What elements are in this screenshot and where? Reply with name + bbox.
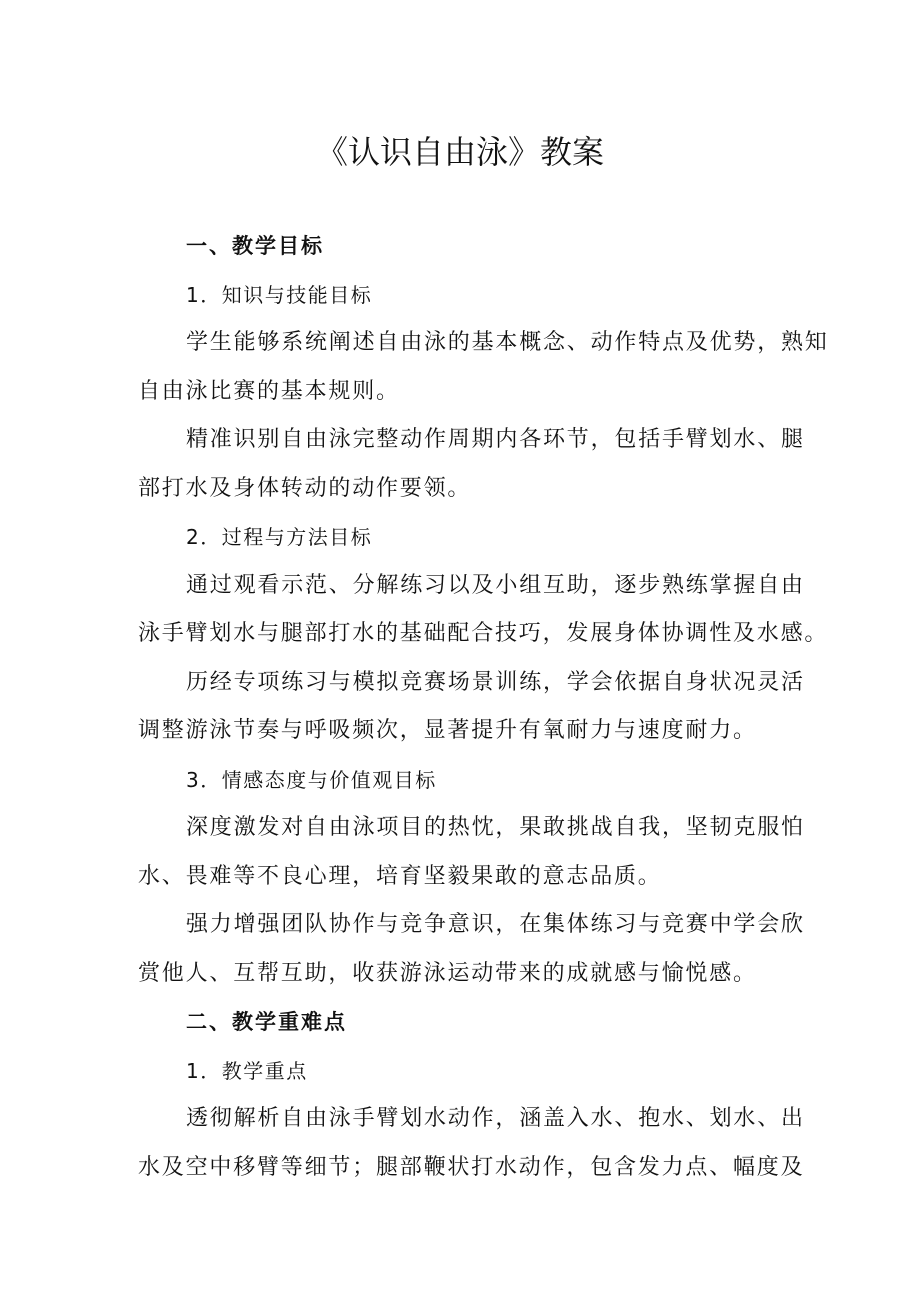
- paragraph-line: 自由泳比赛的基本规则。: [138, 378, 400, 404]
- paragraph-line: 学生能够系统阐述自由泳的基本概念、动作特点及优势，熟知: [186, 330, 829, 355]
- paragraph-line: 水及空中移臂等细节；腿部鞭状打水动作，包含发力点、幅度及: [138, 1154, 805, 1180]
- subsection-heading: 1．知识与技能目标: [186, 282, 373, 307]
- paragraph-line: 通过观看示范、分解练习以及小组互助，逐步熟练掌握自由: [186, 572, 805, 598]
- paragraph-line: 泳手臂划水与腿部打水的基础配合技巧，发展身体协调性及水感。: [138, 621, 829, 646]
- document-body: [138, 222, 829, 1192]
- paragraph-line: 赏他人、互帮互助，收获游泳运动带来的成就感与愉悦感。: [138, 960, 757, 986]
- paragraph-line: 透彻解析自由泳手臂划水动作，涵盖入水、抱水、划水、出: [186, 1106, 805, 1131]
- document-title: 《认识自由泳》教案: [315, 133, 604, 171]
- section-heading: 一、教学目标: [186, 234, 324, 258]
- paragraph-line: 水、畏难等不良心理，培育坚毅果敢的意志品质。: [138, 863, 662, 889]
- paragraph-line: 强力增强团队协作与竞争意识，在集体练习与竞赛中学会欣: [186, 912, 805, 937]
- paragraph-line: 部打水及身体转动的动作要领。: [138, 475, 472, 501]
- paragraph-line: 历经专项练习与模拟竞赛场景训练，学会依据自身状况灵活: [186, 669, 805, 695]
- paragraph-line: 调整游泳节奏与呼吸频次，显著提升有氧耐力与速度耐力。: [138, 718, 757, 743]
- subsection-heading: 2．过程与方法目标: [186, 525, 373, 549]
- paragraph-line: 精准识别自由泳完整动作周期内各环节，包括手臂划水、腿: [186, 427, 805, 452]
- section-heading: 二、教学重难点: [186, 1010, 347, 1034]
- subsection-heading: 3．情感态度与价值观目标: [186, 767, 437, 792]
- subsection-heading: 1．教学重点: [186, 1058, 308, 1083]
- paragraph-line: 深度激发对自由泳项目的热忱，果敢挑战自我，坚韧克服怕: [186, 815, 805, 840]
